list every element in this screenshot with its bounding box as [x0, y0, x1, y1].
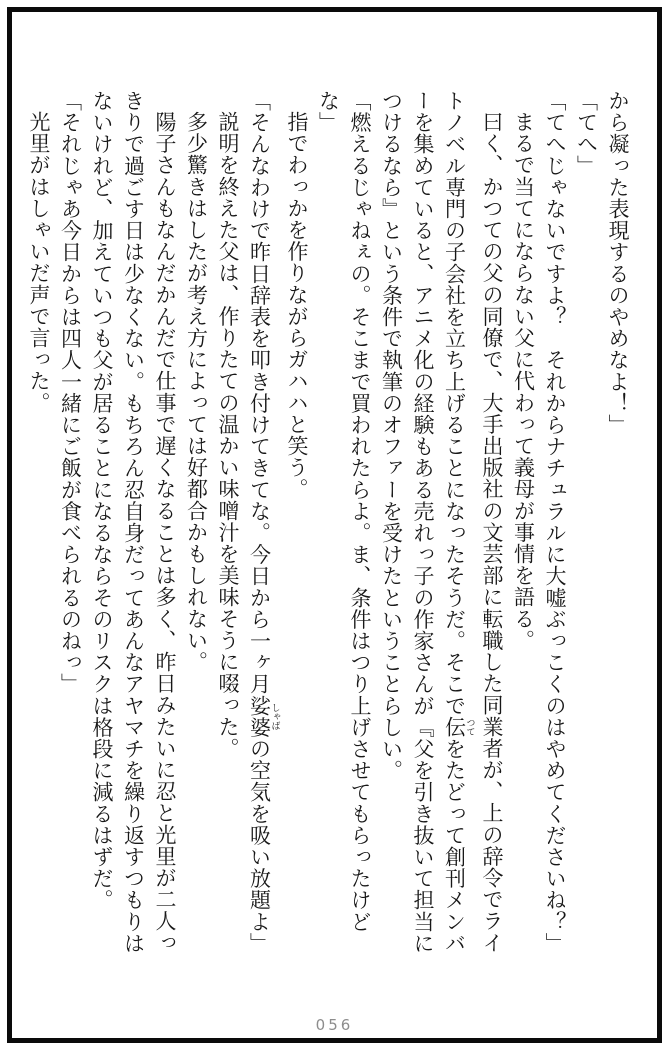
ruby-annotated-word: 娑婆 しゃば [247, 694, 281, 739]
text-line: から凝った表現するのやめなよ！」 [606, 90, 630, 436]
ruby-annotated-word: 伝 つて [442, 716, 476, 739]
text-line: まるで当てにならない父に代わって義母が事情を語る。 [511, 111, 536, 651]
text-line: ーを集めていると、アニメ化の経験もある売れっ子の作家さんが『父を引き抜いて担当に [411, 90, 435, 954]
furigana: つて [465, 716, 476, 738]
text-line: きりで過ごす日は少なくない。もちろん忍自身だってあんなアヤマチを繰り返すつもりは [121, 90, 146, 954]
text-line: つけるなら』という条件で執筆のオファーを受けたということらしい。 [379, 90, 404, 782]
text-line: 「てへじゃないですよ？ それからナチュラルに大嘘ぶっこくのはやめてくださいね？」 [543, 90, 567, 954]
text-line: 曰く、かつての父の同僚で、大手出版社の文芸部に転職した同業者が、上の辞令でライ [480, 111, 504, 954]
text-line: 「それじゃあ今日からは四人一緒にご飯が食べられるのねっ」 [58, 90, 83, 695]
text-line: 「てへ」 [574, 90, 599, 177]
text-line: 「燃えるじゃねぇの。そこまで買われたらよ。ま、条件はつり上げさせてもらったけどな」 [316, 90, 372, 933]
text-line: トノベル専門の子会社を立ち上げることになったそうだ。そこで伝 つてをたどって創刊メンバ [442, 90, 476, 955]
text-line: 陽子さんもなんだかんだで仕事で遅くなることは多く、昨日みたいに忍と光里が二人っ [153, 111, 177, 954]
text-line: ないけれど、加えていつも父が居ることになるならそのリスクは格段に減るはずだ。 [90, 90, 114, 911]
text-line: 説明を終えた父は、作りたての温かい味噌汁を美味そうに啜った。 [216, 111, 240, 759]
text-body [23, 90, 634, 962]
furigana: しゃば [270, 694, 281, 738]
text-line: 指でわっかを作りながらガハハと笑う。 [285, 111, 309, 500]
page-number: 056 [315, 1016, 354, 1034]
text-line: 「そんなわけで昨日辞表を叩き付けてきてな。今日から一ヶ月娑婆 しゃばの空気を吸い放題よ」 [247, 90, 281, 955]
text-line: 多少驚きはしたが考え方によっては好都合かもしれない。 [184, 111, 209, 673]
text-line: 光里がはしゃいだ声で言った。 [27, 111, 51, 414]
